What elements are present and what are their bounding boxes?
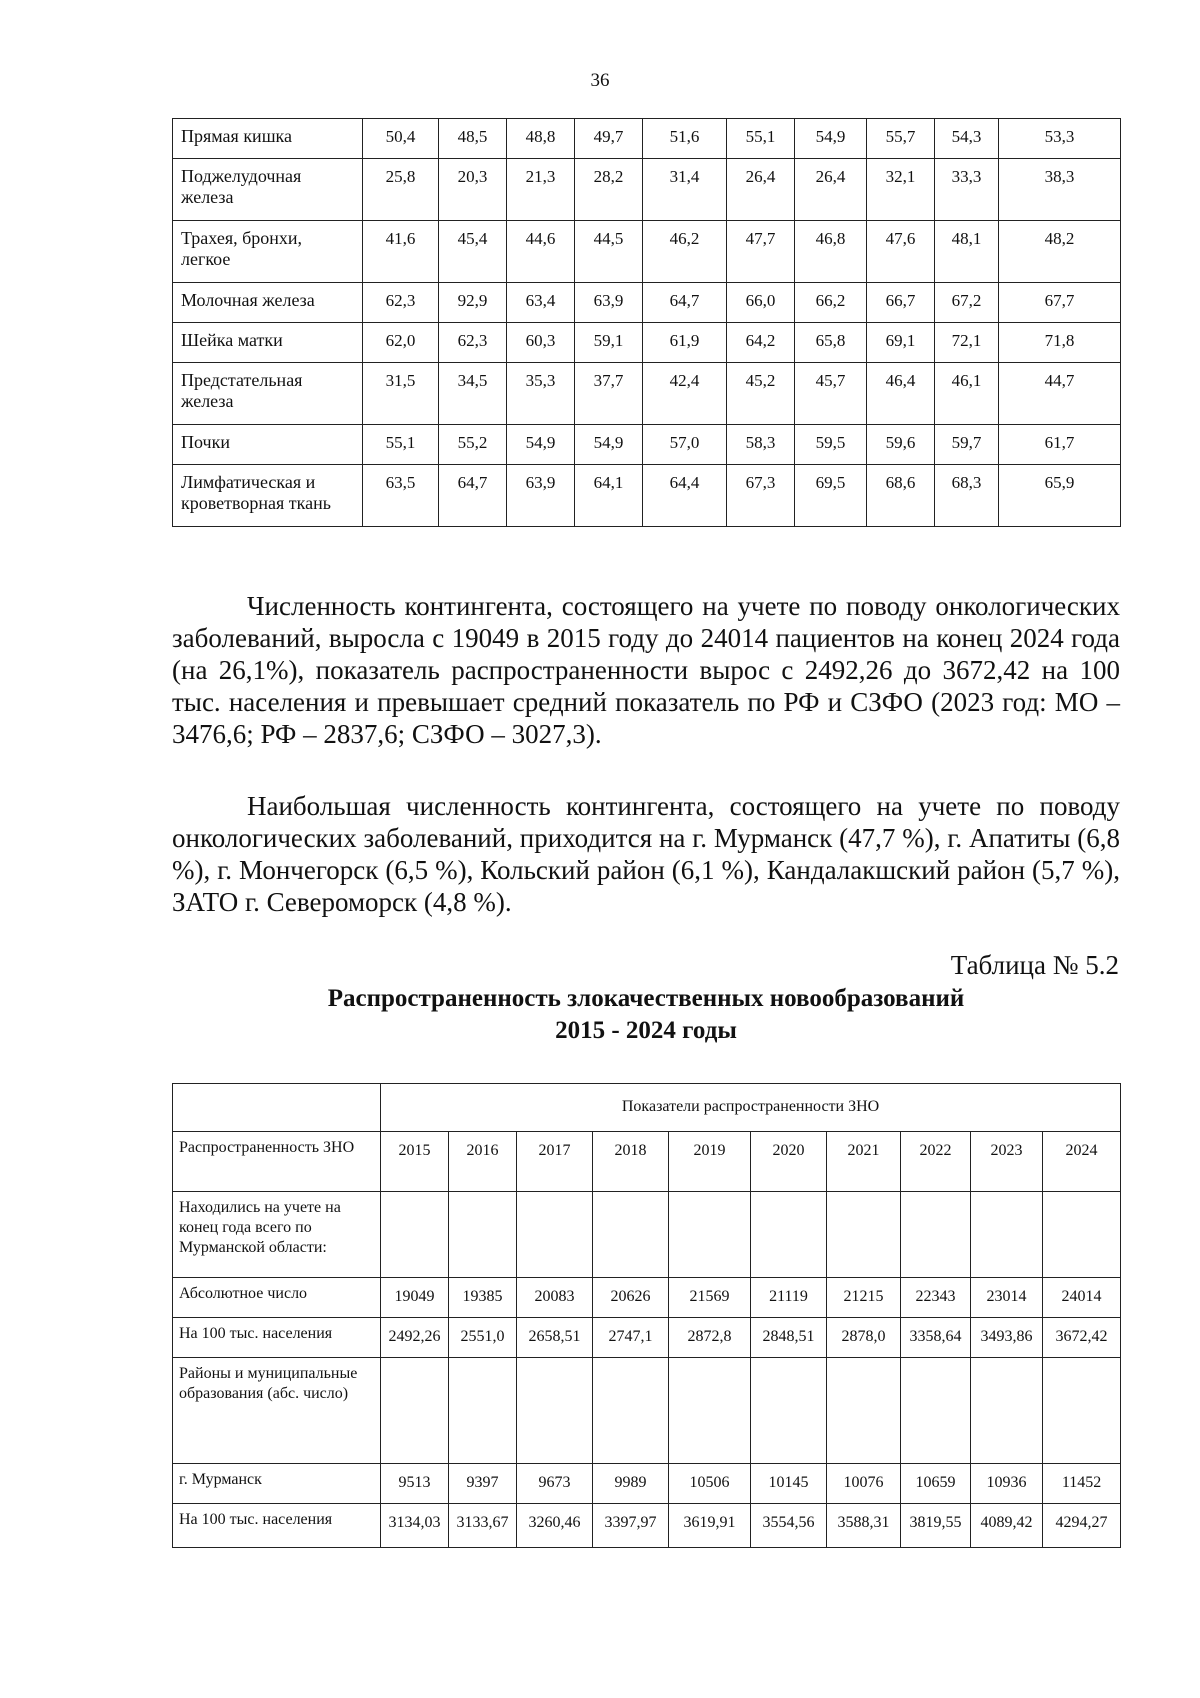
table-cell: 72,1 (935, 323, 999, 363)
table-row (173, 425, 1121, 465)
table-cell: 46,1 (935, 363, 999, 425)
table-row (173, 323, 1121, 363)
table-row (173, 221, 1121, 283)
table-cell: 55,2 (439, 425, 507, 465)
empty-cell (1043, 1358, 1121, 1464)
table-cell: 59,5 (795, 425, 867, 465)
table-cell: 46,4 (867, 363, 935, 425)
row-label: г. Мурманск (173, 1464, 381, 1504)
table-cell: 9989 (593, 1464, 669, 1504)
table-cell: 61,9 (643, 323, 727, 363)
table-cell: 20,3 (439, 159, 507, 221)
table-cell: 49,7 (575, 119, 643, 159)
table-cell: 47,7 (727, 221, 795, 283)
table-cell: 68,3 (935, 465, 999, 527)
table-cell: 59,1 (575, 323, 643, 363)
table-cell: 20626 (593, 1278, 669, 1318)
table-cell: 59,7 (935, 425, 999, 465)
table-cell: 19049 (381, 1278, 449, 1318)
table-cell: 10506 (669, 1464, 751, 1504)
empty-cell (517, 1358, 593, 1464)
table-cell: 42,4 (643, 363, 727, 425)
table-caption: Таблица № 5.2 (950, 950, 1119, 980)
table-cell: 28,2 (575, 159, 643, 221)
table-cell: 61,7 (999, 425, 1121, 465)
table-cell: 34,5 (439, 363, 507, 425)
table-cell: 32,1 (867, 159, 935, 221)
row-label: Предстательная железа (173, 363, 363, 425)
table-cell: 2878,0 (827, 1318, 901, 1358)
table-cell: 62,0 (363, 323, 439, 363)
empty-cell (751, 1192, 827, 1278)
table-cell: 48,2 (999, 221, 1121, 283)
table-cell: 3260,46 (517, 1504, 593, 1548)
empty-cell (827, 1358, 901, 1464)
row-label: Трахея, бронхи, легкое (173, 221, 363, 283)
paragraph-districts: Наибольшая численность контингента, состоящего на учете по поводу онкологических заболеваний, приходится на г. Мурманск (47,7 %), г. Апатиты (6,8 %), г. Мончегорск (6,5 %), Кольский район (6,1 %), Кандалакшский район (5,7 %), ЗАТО г. Североморск (4,8 %). (172, 791, 1120, 917)
table-title (172, 983, 1120, 1047)
table-cell: 69,5 (795, 465, 867, 527)
row-label: Шейка матки (173, 323, 363, 363)
table-cell: 9513 (381, 1464, 449, 1504)
table-cell: 63,9 (575, 283, 643, 323)
table-cell: 48,5 (439, 119, 507, 159)
table-cell: 48,1 (935, 221, 999, 283)
empty-cell (1043, 1192, 1121, 1278)
table-cell: 3672,42 (1043, 1318, 1121, 1358)
table-cell: 22343 (901, 1278, 971, 1318)
table-cell: 64,2 (727, 323, 795, 363)
table-cell: 2747,1 (593, 1318, 669, 1358)
table-cell: 3493,86 (971, 1318, 1043, 1358)
empty-cell (971, 1358, 1043, 1464)
cancer-stats-table (172, 118, 1121, 527)
table-cell: 38,3 (999, 159, 1121, 221)
year-header: 2015 (381, 1132, 449, 1192)
table-cell: 23014 (971, 1278, 1043, 1318)
empty-cell (381, 1358, 449, 1464)
table-cell: 66,7 (867, 283, 935, 323)
table-cell: 24014 (1043, 1278, 1121, 1318)
table-cell: 2492,26 (381, 1318, 449, 1358)
table-cell: 45,7 (795, 363, 867, 425)
year-header: 2018 (593, 1132, 669, 1192)
table-cell: 64,4 (643, 465, 727, 527)
table-cell: 3358,64 (901, 1318, 971, 1358)
table-cell: 66,0 (727, 283, 795, 323)
table-cell: 62,3 (363, 283, 439, 323)
table-cell: 69,1 (867, 323, 935, 363)
table-cell: 3819,55 (901, 1504, 971, 1548)
table-cell: 3619,91 (669, 1504, 751, 1548)
table-cell: 26,4 (795, 159, 867, 221)
table-cell: 3134,03 (381, 1504, 449, 1548)
table-cell: 20083 (517, 1278, 593, 1318)
table-title-line1: Распространенность злокачественных новообразований (327, 985, 965, 1012)
table-cell: 3397,97 (593, 1504, 669, 1548)
empty-cell (593, 1358, 669, 1464)
table-cell: 45,4 (439, 221, 507, 283)
section-label: Находились на учете на конец года всего по Мурманской области: (173, 1192, 381, 1278)
table-cell: 31,5 (363, 363, 439, 425)
table-cell: 9397 (449, 1464, 517, 1504)
table-cell: 37,7 (575, 363, 643, 425)
table-cell: 64,7 (439, 465, 507, 527)
empty-corner-cell (173, 1084, 381, 1132)
row-label: На 100 тыс. населения (173, 1504, 381, 1548)
table-title-line2: 2015 - 2024 годы (555, 1017, 737, 1044)
table-cell: 66,2 (795, 283, 867, 323)
table-row (173, 283, 1121, 323)
table-cell: 10659 (901, 1464, 971, 1504)
empty-cell (827, 1192, 901, 1278)
empty-cell (669, 1358, 751, 1464)
table-cell: 9673 (517, 1464, 593, 1504)
row-label: На 100 тыс. населения (173, 1318, 381, 1358)
year-header: 2019 (669, 1132, 751, 1192)
table-cell: 2658,51 (517, 1318, 593, 1358)
table-cell: 44,5 (575, 221, 643, 283)
empty-cell (901, 1358, 971, 1464)
table-row (173, 363, 1121, 425)
table-row (173, 119, 1121, 159)
table-cell: 44,7 (999, 363, 1121, 425)
table-cell: 67,2 (935, 283, 999, 323)
table-cell: 55,1 (363, 425, 439, 465)
table-cell: 65,8 (795, 323, 867, 363)
table-cell: 54,9 (575, 425, 643, 465)
table-cell: 64,7 (643, 283, 727, 323)
table-cell: 51,6 (643, 119, 727, 159)
table-cell: 2872,8 (669, 1318, 751, 1358)
table-cell: 10936 (971, 1464, 1043, 1504)
table-cell: 53,3 (999, 119, 1121, 159)
table-cell: 10145 (751, 1464, 827, 1504)
year-header: 2021 (827, 1132, 901, 1192)
empty-cell (517, 1192, 593, 1278)
empty-cell (669, 1192, 751, 1278)
table-cell: 68,6 (867, 465, 935, 527)
table-cell: 45,2 (727, 363, 795, 425)
table-cell: 50,4 (363, 119, 439, 159)
table-cell: 63,4 (507, 283, 575, 323)
empty-cell (901, 1192, 971, 1278)
table-cell: 46,2 (643, 221, 727, 283)
table-cell: 2551,0 (449, 1318, 517, 1358)
table-cell: 71,8 (999, 323, 1121, 363)
table-cell: 35,3 (507, 363, 575, 425)
table-cell: 55,7 (867, 119, 935, 159)
year-header: 2016 (449, 1132, 517, 1192)
table-cell: 3133,67 (449, 1504, 517, 1548)
table-cell: 67,3 (727, 465, 795, 527)
table-cell: 21,3 (507, 159, 575, 221)
paragraph-contingent: Численность контингента, состоящего на учете по поводу онкологических заболеваний, выросла с 19049 в 2015 году до 24014 пациентов на конец 2024 года (на 26,1%), показатель распространенности вырос с 2492,26 до 3672,42 на 100 тыс. населения и превышает средний показатель по РФ и СЗФО (2023 год: МО – 3476,6; РФ – 2837,6; СЗФО – 3027,3). (172, 591, 1120, 749)
row-label: Прямая кишка (173, 119, 363, 159)
table-cell: 57,0 (643, 425, 727, 465)
table-cell: 19385 (449, 1278, 517, 1318)
table-cell: 48,8 (507, 119, 575, 159)
section-label: Районы и муниципальные образования (абс. число) (173, 1358, 381, 1464)
row-label: Поджелудочная железа (173, 159, 363, 221)
table-cell: 67,7 (999, 283, 1121, 323)
empty-cell (593, 1192, 669, 1278)
year-header: 2017 (517, 1132, 593, 1192)
table-cell: 63,5 (363, 465, 439, 527)
table-cell: 65,9 (999, 465, 1121, 527)
table-cell: 44,6 (507, 221, 575, 283)
year-header: 2020 (751, 1132, 827, 1192)
page-number: 36 (590, 70, 610, 91)
table-cell: 64,1 (575, 465, 643, 527)
empty-cell (971, 1192, 1043, 1278)
empty-cell (381, 1192, 449, 1278)
row-label: Почки (173, 425, 363, 465)
table-cell: 54,3 (935, 119, 999, 159)
table-cell: 4294,27 (1043, 1504, 1121, 1548)
table-cell: 63,9 (507, 465, 575, 527)
row-label: Лимфатическая и кроветворная ткань (173, 465, 363, 527)
year-header: 2024 (1043, 1132, 1121, 1192)
table-cell: 62,3 (439, 323, 507, 363)
row-label: Молочная железа (173, 283, 363, 323)
table-row (173, 159, 1121, 221)
row-label: Абсолютное число (173, 1278, 381, 1318)
row-header: Распространенность ЗНО (173, 1132, 381, 1192)
table-cell: 26,4 (727, 159, 795, 221)
table-cell: 31,4 (643, 159, 727, 221)
table-row (173, 465, 1121, 527)
table-cell: 10076 (827, 1464, 901, 1504)
table-cell: 92,9 (439, 283, 507, 323)
empty-cell (449, 1192, 517, 1278)
table-cell: 25,8 (363, 159, 439, 221)
table-cell: 54,9 (507, 425, 575, 465)
group-header: Показатели распространенности ЗНО (381, 1084, 1121, 1132)
table-cell: 60,3 (507, 323, 575, 363)
table-cell: 55,1 (727, 119, 795, 159)
table-cell: 54,9 (795, 119, 867, 159)
table-cell: 21569 (669, 1278, 751, 1318)
table-cell: 2848,51 (751, 1318, 827, 1358)
table-cell: 21215 (827, 1278, 901, 1318)
empty-cell (449, 1358, 517, 1464)
table-cell: 58,3 (727, 425, 795, 465)
table-cell: 59,6 (867, 425, 935, 465)
table-cell: 4089,42 (971, 1504, 1043, 1548)
prevalence-table (172, 1083, 1121, 1548)
empty-cell (751, 1358, 827, 1464)
year-header: 2023 (971, 1132, 1043, 1192)
table-cell: 11452 (1043, 1464, 1121, 1504)
table-cell: 3588,31 (827, 1504, 901, 1548)
year-header: 2022 (901, 1132, 971, 1192)
table-cell: 21119 (751, 1278, 827, 1318)
table-cell: 46,8 (795, 221, 867, 283)
table-cell: 41,6 (363, 221, 439, 283)
table-cell: 3554,56 (751, 1504, 827, 1548)
table-cell: 47,6 (867, 221, 935, 283)
table-cell: 33,3 (935, 159, 999, 221)
